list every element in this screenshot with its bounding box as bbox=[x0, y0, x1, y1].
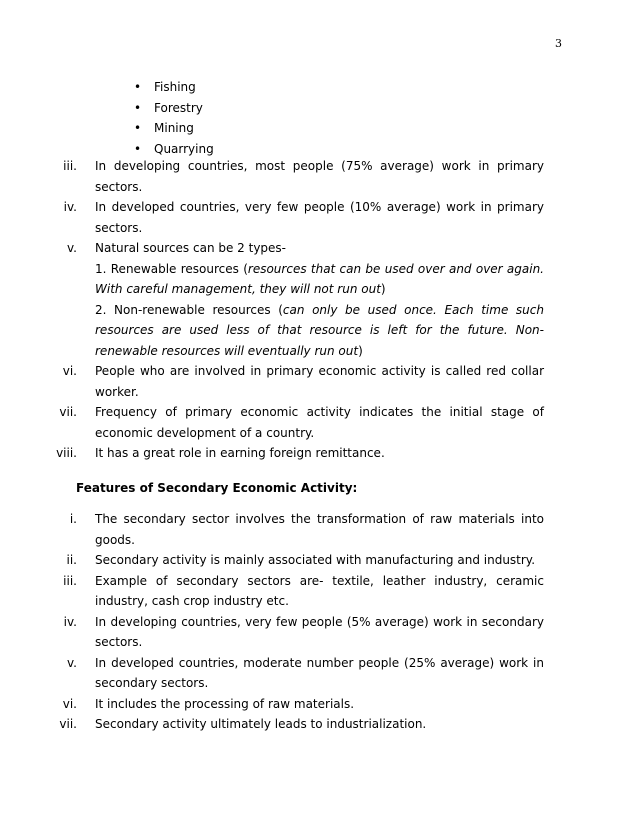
list-item: • Quarrying bbox=[134, 139, 214, 160]
item-number: vii. bbox=[59, 405, 77, 419]
list-item bbox=[0, 509, 638, 550]
list-item bbox=[0, 402, 638, 443]
bullet-icon: • bbox=[134, 100, 142, 115]
bullet-icon: • bbox=[134, 80, 142, 94]
item-text: Secondary activity ultimately leads to industrialization. bbox=[95, 717, 427, 731]
item-number: vi. bbox=[62, 696, 77, 711]
list-item bbox=[0, 238, 638, 361]
item-text: In developed countries, very few people (10% average) work in primary sectors. bbox=[95, 200, 544, 235]
item-number: ii. bbox=[66, 553, 77, 567]
list-item bbox=[0, 653, 638, 694]
item-text: Example of secondary sectors are- textile, leather industry, ceramic industry, cash crop industry etc. bbox=[95, 573, 544, 608]
page-number: 3 bbox=[555, 37, 562, 50]
bullet-icon: • bbox=[134, 121, 142, 135]
nonrenewable-resources: 2. Non-renewable resources (can only be used once. Each time such resources are used less of that resource is left for the future. Non-renewable resources will eventually run out) bbox=[95, 302, 544, 358]
item-number: iv. bbox=[63, 200, 77, 214]
list-item: • Fishing bbox=[134, 77, 214, 98]
list-item bbox=[0, 361, 638, 402]
list-item bbox=[0, 694, 638, 715]
list-item bbox=[0, 550, 638, 571]
list-item bbox=[0, 443, 638, 464]
list-item bbox=[0, 197, 638, 238]
item-number: v. bbox=[67, 241, 77, 255]
item-number: iii. bbox=[63, 573, 77, 588]
item-text: Natural sources can be 2 types- 1. Renewable resources (resources that can be used over and over again. With careful management, they will not run out) 2. Non-renewable resources (can only be used once. Each time such resources are used less of that resource is left for the future. Non-renewable resources will eventually run out) bbox=[95, 238, 544, 361]
item-number: vi. bbox=[62, 364, 77, 378]
item-number: viii. bbox=[56, 446, 77, 460]
item-text: It includes the processing of raw materials. bbox=[95, 696, 355, 711]
bullet-list bbox=[134, 77, 214, 159]
list-item bbox=[0, 156, 638, 197]
list-item bbox=[0, 571, 638, 612]
item-number: iv. bbox=[63, 614, 77, 629]
item-text: People who are involved in primary economic activity is called red collar worker. bbox=[95, 364, 544, 399]
item-number: vii. bbox=[59, 717, 77, 731]
bullet-icon: • bbox=[134, 141, 142, 156]
primary-features-list bbox=[0, 156, 638, 464]
list-item bbox=[0, 714, 638, 735]
item-text: Frequency of primary economic activity indicates the initial stage of economic development of a country. bbox=[95, 405, 544, 440]
item-text: The secondary sector involves the transformation of raw materials into goods. bbox=[95, 512, 544, 547]
secondary-features-list bbox=[0, 509, 638, 735]
list-item: • Forestry bbox=[134, 98, 214, 119]
renewable-resources: 1. Renewable resources (resources that can be used over and over again. With careful management, they will not run out) bbox=[95, 261, 544, 296]
item-text: In developed countries, moderate number people (25% average) work in secondary sectors. bbox=[95, 655, 544, 690]
item-number: i. bbox=[69, 512, 77, 526]
list-item bbox=[0, 612, 638, 653]
section-heading: Features of Secondary Economic Activity: bbox=[76, 481, 358, 495]
item-text: Secondary activity is mainly associated with manufacturing and industry. bbox=[95, 553, 536, 567]
item-text: It has a great role in earning foreign remittance. bbox=[95, 446, 385, 460]
item-text: In developing countries, very few people (5% average) work in secondary sectors. bbox=[95, 614, 544, 649]
item-number: v. bbox=[67, 655, 77, 670]
item-number: iii. bbox=[63, 159, 77, 173]
item-text: In developing countries, most people (75% average) work in primary sectors. bbox=[95, 159, 544, 194]
list-item: • Mining bbox=[134, 118, 214, 139]
